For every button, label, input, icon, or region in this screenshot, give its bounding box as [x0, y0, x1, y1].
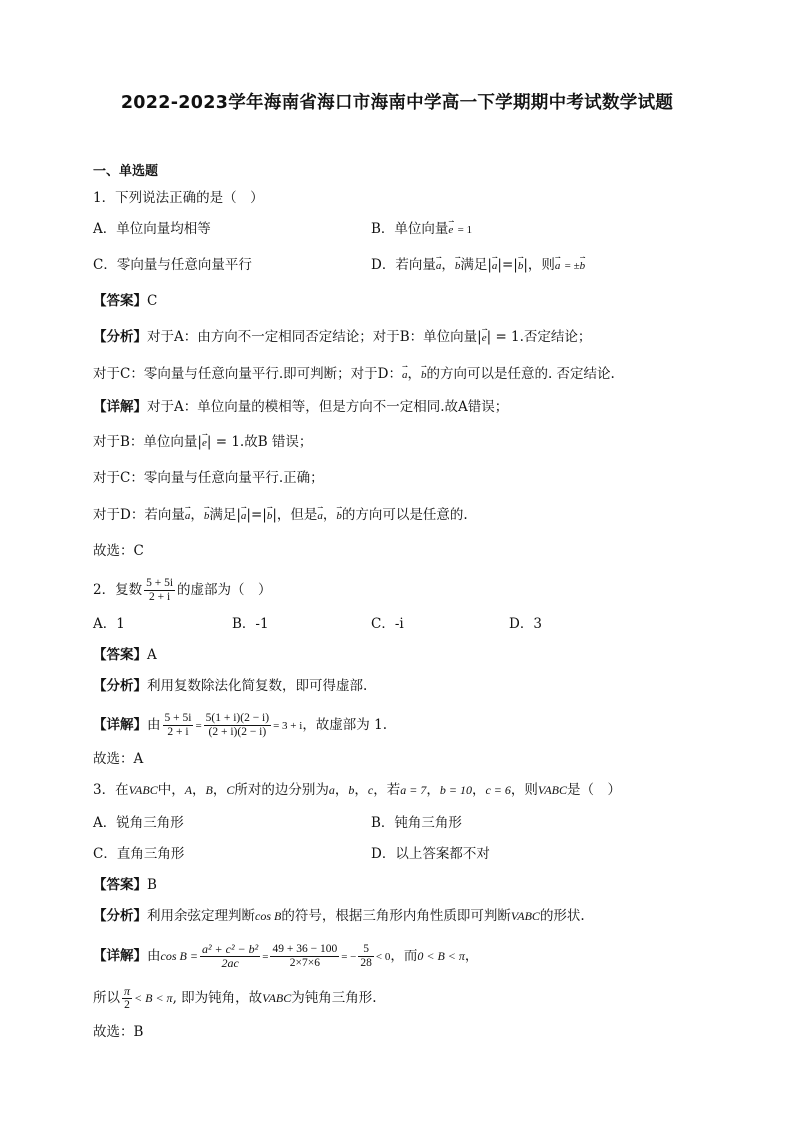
side-b: b	[348, 783, 355, 797]
vector-a: ⇀ a	[436, 257, 442, 275]
document-title: 2022-2023学年海南省海口市海南中学高一下学期期中考试数学试题	[120, 93, 674, 113]
q1-choose: 故选：C	[93, 543, 144, 559]
q2-choose: 故选：A	[93, 751, 144, 767]
analysis-tag: 【分析】	[93, 329, 147, 345]
vector-b: ⇀ b	[421, 366, 427, 384]
fraction-denominator: 28	[360, 957, 372, 969]
q1-detail-text: 的方向可以是任意的.	[341, 507, 468, 523]
q1-detail-text: 对于B：单位向量|	[93, 434, 202, 450]
q2-detail	[93, 712, 387, 739]
q1-detail-4	[93, 506, 468, 525]
q1-analysis-1	[93, 328, 591, 347]
q3-detail-text: 由	[147, 948, 161, 964]
q2-stem-text: 的虚部为（ ）	[177, 582, 272, 598]
q1-option-b-math: = 1	[457, 224, 473, 236]
section-heading: 一、单选题	[93, 164, 159, 179]
q2-analysis	[93, 677, 367, 695]
q3-stem-text: ，若	[373, 782, 401, 798]
q3-conclusion-text: 为钝角三角形.	[291, 990, 377, 1006]
q3-option-b: B．钝角三角形	[371, 815, 462, 831]
q3-stem-text: ，则	[510, 782, 538, 798]
q1-answer-value: C	[147, 293, 158, 309]
q1-option-d-text3: |，则	[523, 257, 555, 273]
comma: ，	[441, 257, 455, 273]
equals: =	[195, 720, 202, 732]
triangle-abc: VABC	[510, 909, 540, 923]
angle-b: B	[205, 783, 213, 797]
answer-tag: 【答案】	[93, 293, 147, 309]
q1-detail-text: |，但是	[272, 507, 318, 523]
q2-option-d: D．3	[509, 616, 542, 632]
b-range: 0 < B < π	[417, 949, 465, 963]
q2-option-b: B．-1	[232, 616, 269, 632]
vector-e: ⇀ e	[202, 434, 207, 452]
vector-a: ⇀ a	[241, 507, 247, 525]
equals: =	[262, 951, 269, 963]
q2-answer	[93, 646, 157, 664]
q2-stem-text: 2．复数	[93, 582, 143, 598]
q2-fraction	[144, 577, 175, 604]
vector-a: ⇀ a	[185, 507, 191, 525]
fraction-numerator: 5(1 + i)(2 − i)	[205, 712, 270, 724]
fraction-numerator: 5	[358, 943, 374, 957]
equals-minus: = −	[341, 951, 357, 963]
q3-stem: 3．在VABC中，A，B，C所对的边分别为a，b，c，若a = 7，b = 10，c = 6，则VABC是（ ）	[93, 782, 621, 798]
fraction-numerator: π	[124, 984, 131, 998]
b-range: < B < π	[134, 991, 173, 1005]
cos-b: cos B =	[160, 949, 198, 963]
q3-answer	[93, 876, 157, 894]
cos-b: cos B	[255, 909, 282, 923]
triangle-abc: VABC	[537, 783, 567, 797]
analysis-tag: 【分析】	[93, 908, 147, 924]
q2-detail-text: ，故虚部为 1.	[302, 717, 387, 733]
q1-analysis-text: | = 1.否定结论；	[486, 329, 592, 345]
q3-detail-text: ，而	[390, 948, 418, 964]
vector-a: ⇀ a	[555, 257, 561, 275]
detail-tag: 【详解】	[93, 948, 147, 964]
q3-analysis-text: 的符号，根据三角形内角性质即可判断	[281, 908, 511, 924]
q2-result: = 3 + i	[273, 720, 303, 732]
detail-tag: 【详解】	[93, 717, 147, 733]
q3-analysis	[93, 907, 585, 925]
q1-option-c: C．零向量与任意向量平行	[93, 257, 252, 273]
q3-option-a: A．锐角三角形	[93, 815, 184, 831]
q1-option-d	[371, 256, 585, 275]
vector-a: ⇀ a	[492, 257, 498, 275]
fraction-denominator: 2 + i	[148, 591, 171, 603]
q2-analysis-text: 利用复数除法化简复数，即可得虚部.	[147, 678, 368, 694]
vector-a: ⇀ a	[317, 507, 323, 525]
comma: ，	[407, 366, 421, 382]
q2-detail-fraction-2	[204, 712, 271, 739]
q1-detail-text: | = 1.故B 错误；	[206, 434, 313, 450]
pm: = ±	[564, 260, 580, 272]
q3-option-d: D．以上答案都不对	[371, 846, 490, 862]
q1-detail-3: 对于C：零向量与任意向量平行.正确；	[93, 470, 324, 486]
detail-tag: 【详解】	[93, 399, 147, 415]
q3-answer-value: B	[147, 877, 157, 893]
q1-detail-2	[93, 433, 312, 452]
fraction-denominator: 2ac	[221, 956, 239, 970]
vector-b: ⇀ b	[267, 507, 273, 525]
q2-answer-value: A	[147, 647, 157, 663]
q1-analysis-text: 的方向可以是任意的. 否定结论.	[426, 366, 615, 382]
q3-analysis-text: 的形状.	[539, 908, 585, 924]
q1-option-b-text: B．单位向量	[371, 221, 449, 237]
fraction-numerator: 49 + 36 − 100	[272, 943, 338, 955]
q3-conclusion-text: 所以	[93, 990, 120, 1006]
vector-a: ⇀ a	[402, 366, 408, 384]
triangle-abc: VABC	[128, 783, 158, 797]
q1-option-a: A．单位向量均相等	[93, 221, 211, 237]
q1-option-d-text: D．若向量	[371, 257, 436, 273]
answer-tag: 【答案】	[93, 647, 147, 663]
side-a: a	[328, 783, 335, 797]
q1-detail-text: 满足|	[209, 507, 241, 523]
triangle-abc: VABC	[262, 991, 292, 1005]
cond-c: c = 6	[485, 783, 511, 797]
q3-stem-text: 中，	[157, 782, 185, 798]
q1-analysis-text: 对于C：零向量与任意向量平行.即可判断；对于D：	[93, 366, 402, 382]
vector-e: ⇀ e	[448, 221, 453, 239]
q3-detail	[93, 943, 478, 970]
answer-tag: 【答案】	[93, 877, 147, 893]
vector-e: ⇀ e	[482, 329, 487, 347]
analysis-tag: 【分析】	[93, 678, 147, 694]
fraction-numerator: a² + c² − b²	[201, 942, 259, 956]
q1-detail-text: 对于D：若向量	[93, 507, 185, 523]
angle-a: A	[184, 783, 193, 797]
angle-c: C	[226, 783, 235, 797]
q3-detail-fraction-1	[200, 943, 260, 970]
vector-b: ⇀ b	[518, 257, 524, 275]
cond-b: b = 10	[439, 783, 472, 797]
q1-analysis-text: 对于A：由方向不一定相同否定结论；对于B：单位向量|	[147, 329, 482, 345]
side-c: c	[367, 783, 374, 797]
q2-detail-fraction-1	[163, 712, 194, 739]
q3-conclusion	[93, 985, 377, 1012]
q3-option-c: C．直角三角形	[93, 846, 185, 862]
vector-b: ⇀ b	[455, 257, 461, 275]
q3-conclusion-text: , 即为钝角，故	[172, 990, 263, 1006]
q2-stem	[93, 577, 272, 604]
eq: |=|	[497, 257, 518, 273]
q1-answer	[93, 292, 157, 310]
comma: ，	[322, 507, 337, 523]
q1-detail-1	[93, 398, 508, 416]
fraction-denominator: (2 + i)(2 − i)	[208, 726, 267, 738]
q2-option-c: C．-i	[371, 616, 404, 632]
vector-b: ⇀ b	[580, 257, 586, 275]
q3-stem-text: 3．在	[93, 782, 129, 798]
q1-detail-text: 对于A：单位向量的模相等，但是方向不一定相同.故A错误；	[147, 399, 509, 415]
pi-over-2	[122, 985, 132, 1012]
comma: ，	[190, 507, 204, 523]
q3-stem-text: 是（ ）	[567, 782, 621, 798]
q3-stem-text: 所对的边分别为	[234, 782, 329, 798]
q2-option-a: A．1	[93, 616, 125, 632]
q1-option-b	[371, 220, 472, 239]
eq: |=|	[246, 507, 267, 523]
fraction-numerator: 5 + 5i	[164, 712, 192, 724]
vector-b: ⇀ b	[204, 507, 210, 525]
vector-b: ⇀ b	[336, 507, 342, 525]
q1-analysis-2	[93, 365, 615, 384]
q3-detail-text: ，	[464, 948, 479, 964]
q3-analysis-text: 利用余弦定理判断	[147, 908, 255, 924]
q1-stem: 1．下列说法正确的是（ ）	[93, 190, 264, 206]
fraction-denominator: 2	[124, 999, 130, 1011]
less-than-zero: < 0	[375, 951, 391, 963]
fraction-denominator: 2×7×6	[289, 957, 320, 969]
fraction-denominator: 2 + i	[167, 726, 189, 738]
q3-detail-fraction-3	[358, 943, 374, 970]
q3-choose: 故选：B	[93, 1024, 144, 1040]
q3-detail-fraction-2	[270, 943, 339, 970]
q2-detail-text: 由	[147, 717, 161, 733]
fraction-numerator: 5 + 5i	[146, 577, 174, 589]
cond-a: a = 7	[400, 783, 427, 797]
q1-option-d-text2: 满足|	[460, 257, 492, 273]
